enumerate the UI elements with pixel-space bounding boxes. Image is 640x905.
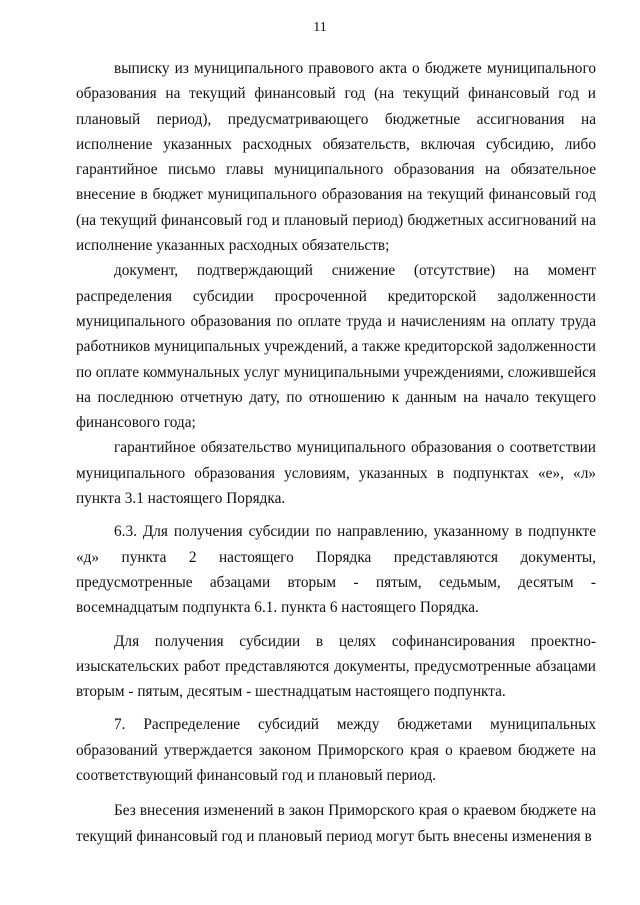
paragraph-amendments: Без внесения изменений в закон Приморского края о краевом бюджете на текущий финансовый год и плановый период могут быть внесены изменения в (76, 802, 596, 845)
paragraph-design-survey: Для получения субсидии в целях софинансирования проектно-изыскательских работ представляются документы, предусмотренные абзацами вторым - пятым, десятым - шестнадцатым настоящего подпункта. (76, 632, 596, 701)
paragraph-debt-document: документ, подтверждающий снижение (отсутствие) на момент распределения субсидии просроченной кредиторской задолженности муниципального образования по оплате труда и начислениям на оплату труда работников муниципальных учреждений, а также кредиторской задолженности по оплате коммунальных услуг муниципальными учреждениями, сложившейся на последнюю отчетную дату, по отношению к данным на начало текущего финансового года; (76, 262, 596, 432)
document-body (76, 56, 596, 849)
paragraph-clause-6-3: 6.3. Для получения субсидии по направлению, указанному в подпункте «д» пункта 2 настоящего Порядка представляются документы, предусмотренные абзацами вторым - пятым, седьмым, десятым - восемнадцатым подпункта 6.1. пункта 6 настоящего Порядка. (76, 523, 596, 617)
page-number: 11 (313, 20, 327, 35)
paragraph-budget-extract: выписку из муниципального правового акта о бюджете муниципального образования на текущий финансовый год (на текущий финансовый год и плановый период), предусматривающего бюджетные ассигнования на исполнение указанных расходных обязательств, включая субсидию, либо гарантийное письмо главы муниципального образования на обязательное внесение в бюджет муниципального образования на текущий финансовый год (на текущий финансовый год и плановый период) бюджетных ассигнований на исполнение указанных расходных обязательств; (76, 60, 596, 255)
paragraph-clause-7: 7. Распределение субсидий между бюджетами муниципальных образований утверждается законом Приморского края о краевом бюджете на соответствующий финансовый год и плановый период. (76, 716, 596, 785)
paragraph-guarantee-obligation: гарантийное обязательство муниципального образования о соответствии муниципального образования условиям, указанных в подпунктах «е», «л» пункта 3.1 настоящего Порядка. (76, 439, 596, 508)
